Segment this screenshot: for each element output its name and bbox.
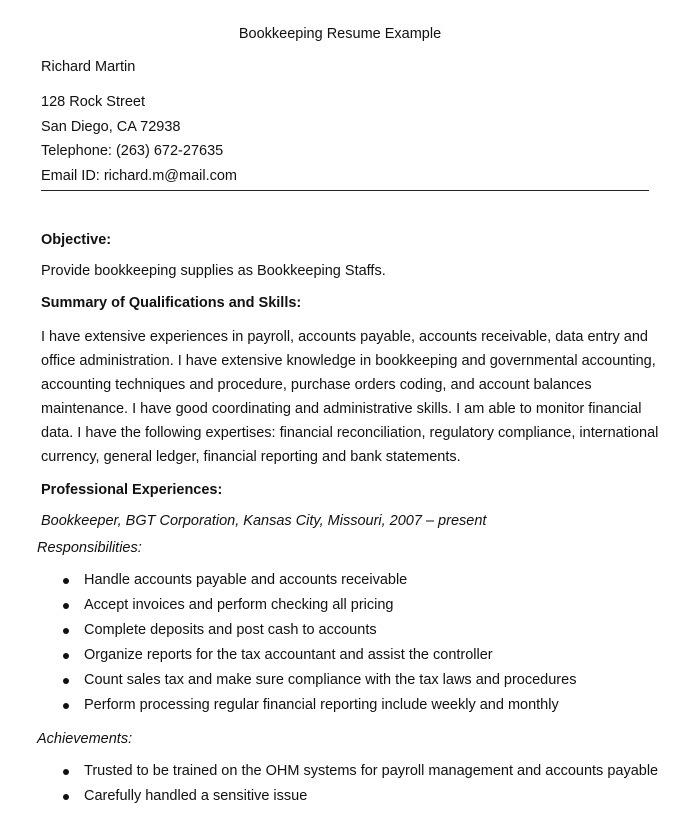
summary-line: maintenance. I have good coordinating and administrative skills. I am able to monitor financial xyxy=(41,401,642,417)
list-item: Carefully handled a sensitive issue xyxy=(58,784,658,809)
bullet-icon xyxy=(63,628,69,634)
list-item: Complete deposits and post cash to accounts xyxy=(58,618,576,643)
list-item: Accept invoices and perform checking all pricing xyxy=(58,593,576,618)
document-title: Bookkeeping Resume Example xyxy=(238,26,442,42)
objective-heading: Objective: xyxy=(41,232,112,248)
summary-paragraph xyxy=(41,325,659,469)
contact-block xyxy=(41,90,237,188)
bullet-icon xyxy=(63,678,69,684)
header-divider xyxy=(41,190,649,191)
bullet-icon xyxy=(63,794,69,800)
list-item: Count sales tax and make sure compliance with the tax laws and procedures xyxy=(58,668,576,693)
summary-line: data. I have the following expertises: financial reconciliation, regulatory compliance, international xyxy=(41,425,659,441)
responsibilities-list xyxy=(58,568,576,718)
applicant-name: Richard Martin xyxy=(41,59,136,75)
summary-heading: Summary of Qualifications and Skills: xyxy=(41,295,302,311)
achievements-list xyxy=(58,759,658,809)
list-item: Perform processing regular financial reporting include weekly and monthly xyxy=(58,693,576,718)
bullet-icon xyxy=(63,703,69,709)
objective-text: Provide bookkeeping supplies as Bookkeeping Staffs. xyxy=(41,263,386,279)
summary-line: office administration. I have extensive knowledge in bookkeeping and governmental accounting, xyxy=(41,353,656,369)
bullet-icon xyxy=(63,578,69,584)
responsibilities-label: Responsibilities: xyxy=(37,540,142,556)
list-item: Handle accounts payable and accounts receivable xyxy=(58,568,576,593)
bullet-icon xyxy=(63,653,69,659)
achievements-label: Achievements: xyxy=(37,731,133,747)
job-title: Bookkeeper, BGT Corporation, Kansas City, Missouri, 2007 – present xyxy=(41,513,487,529)
summary-line: I have extensive experiences in payroll, accounts payable, accounts receivable, data entry and xyxy=(41,329,648,345)
experience-heading: Professional Experiences: xyxy=(41,482,223,498)
contact-email: Email ID: richard.m@mail.com xyxy=(41,167,237,184)
contact-address: 128 Rock Street xyxy=(41,94,145,110)
summary-line: accounting techniques and procedure, purchase orders coding, and account balances xyxy=(41,377,592,393)
summary-line: currency, general ledger, financial reporting and bank statements. xyxy=(41,449,461,465)
contact-city: San Diego, CA 72938 xyxy=(41,118,181,135)
bullet-icon xyxy=(63,769,69,775)
list-item: Organize reports for the tax accountant and assist the controller xyxy=(58,643,576,668)
list-item: Trusted to be trained on the OHM systems for payroll management and accounts payable xyxy=(58,759,658,784)
bullet-icon xyxy=(63,603,69,609)
contact-telephone: Telephone: (263) 672-27635 xyxy=(41,143,224,159)
